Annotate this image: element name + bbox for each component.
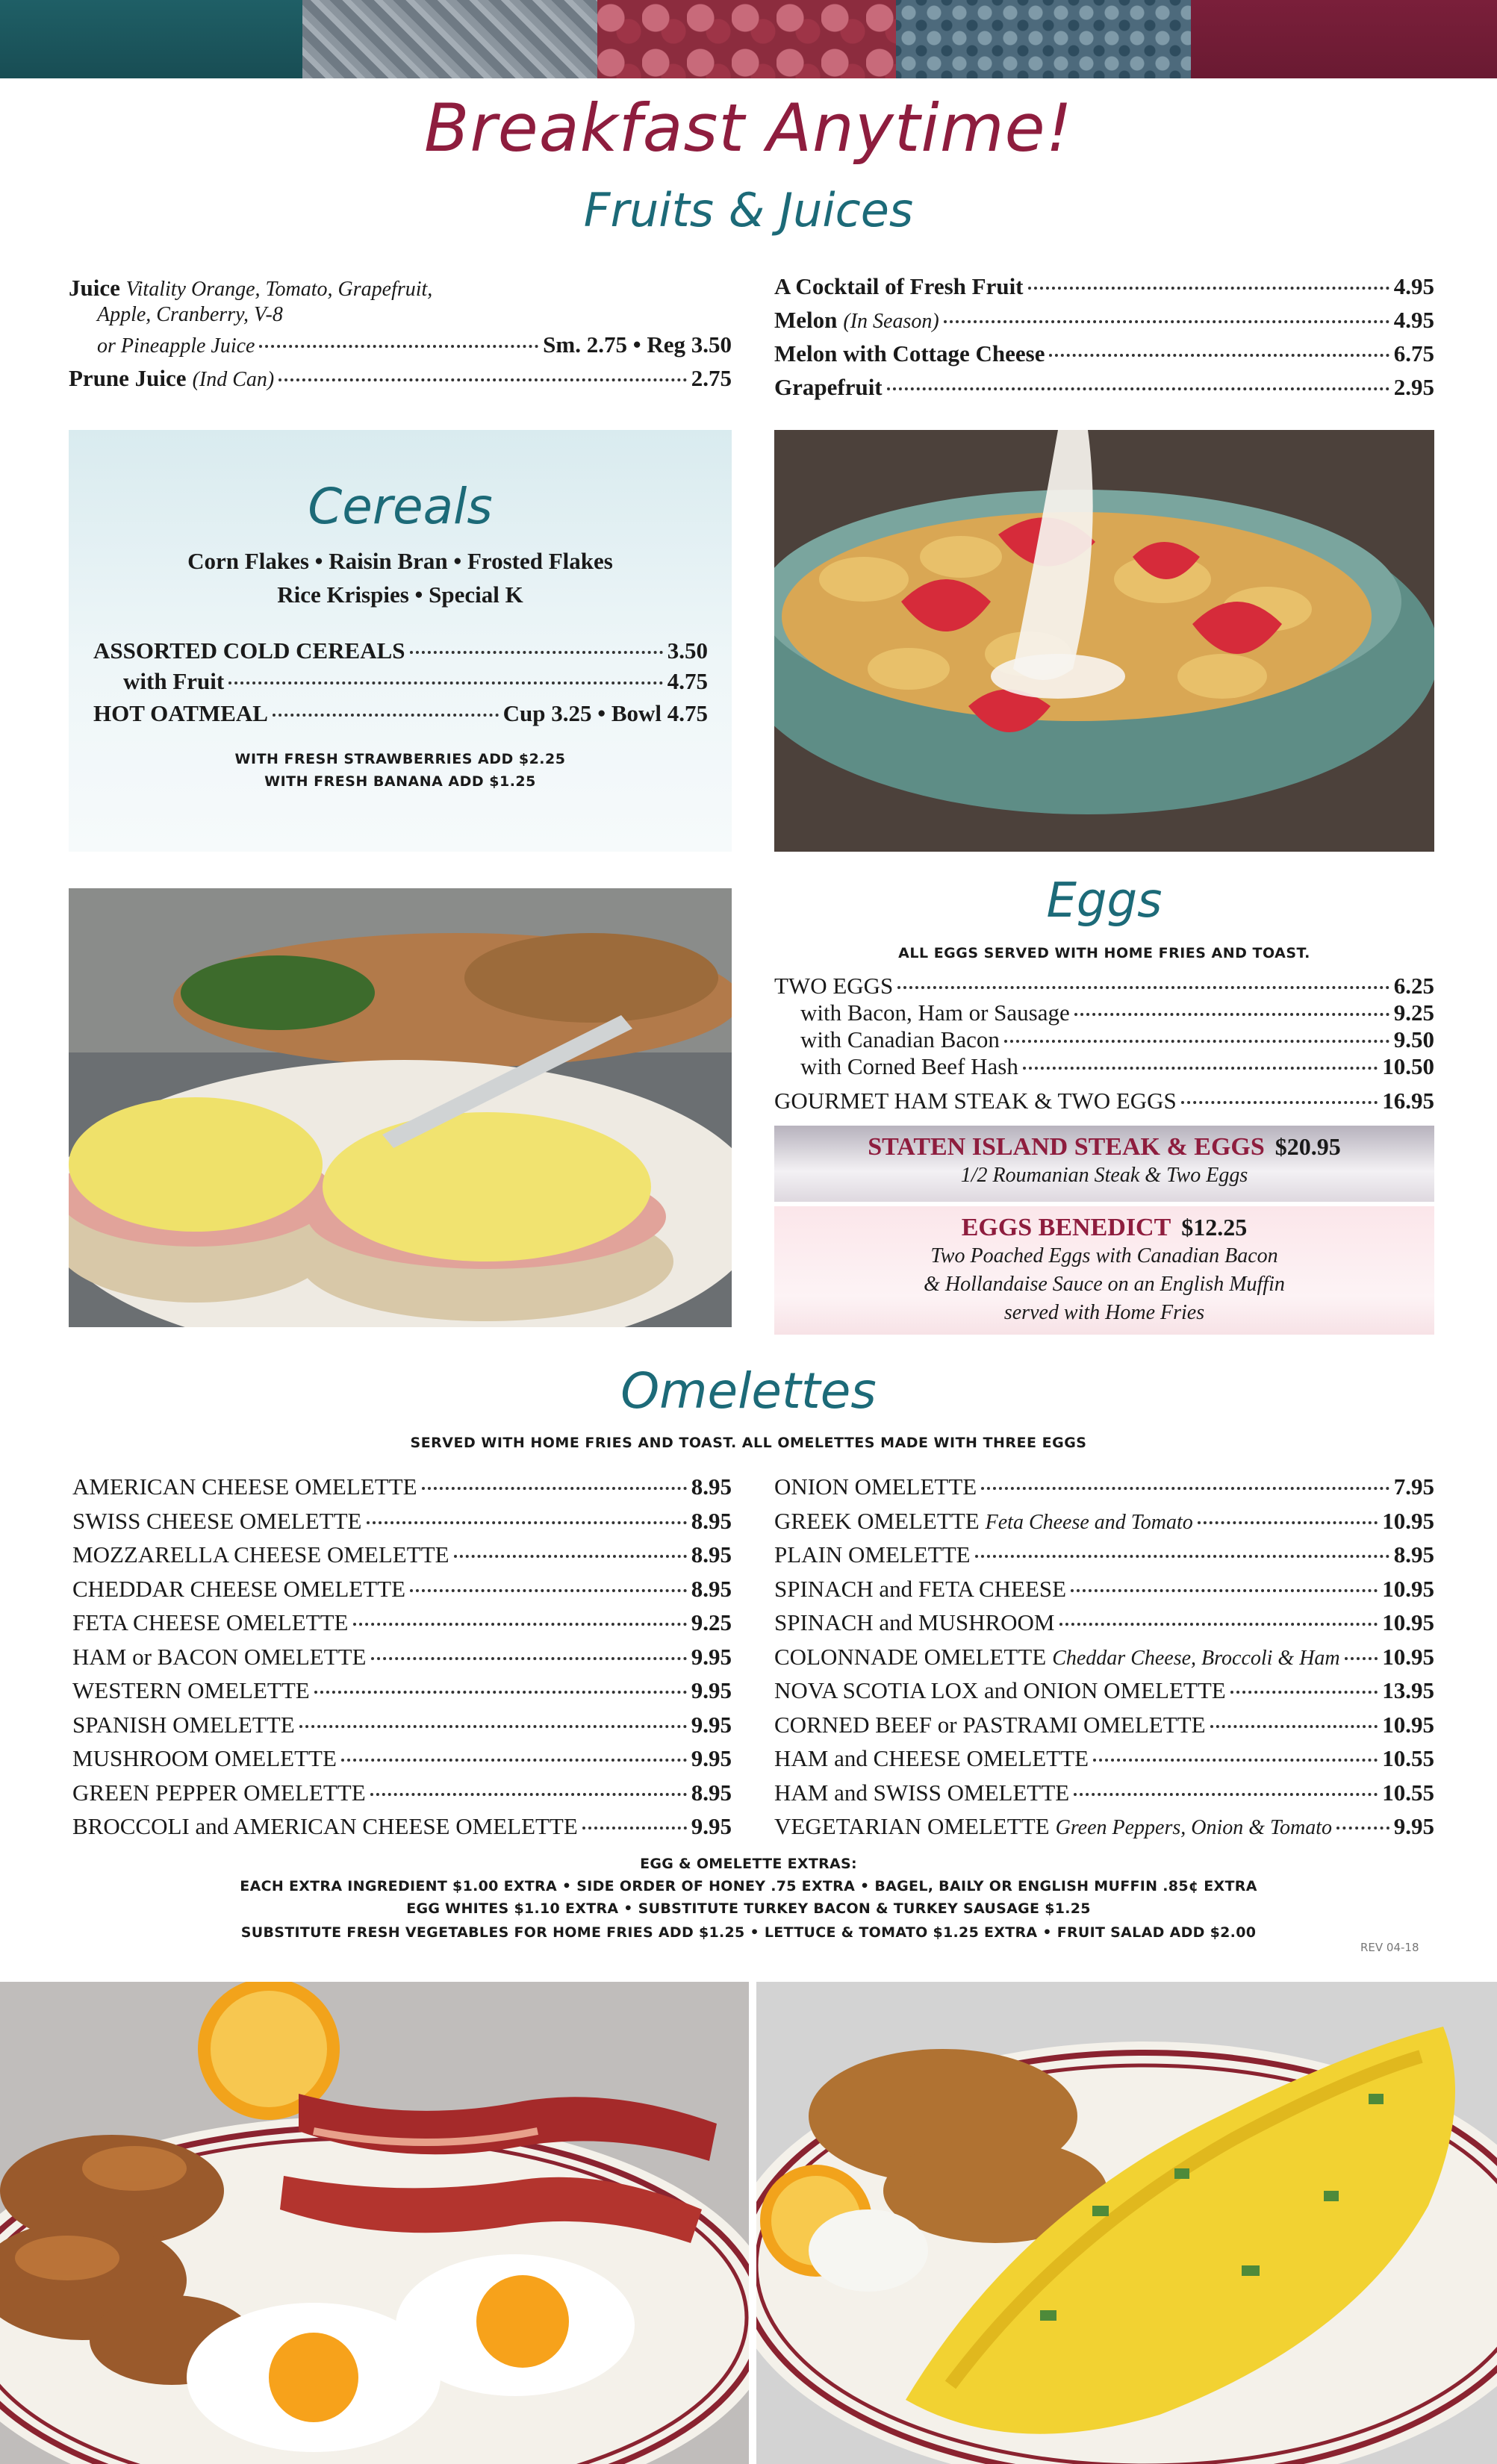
cereal-note-banana: WITH FRESH BANANA ADD $1.25 [264, 773, 536, 790]
egg-item [800, 1028, 1434, 1051]
omelette-item-name: HAM or BACON OMELETTE [72, 1643, 367, 1670]
juice-desc-2: Apple, Cranberry, V-8 [97, 303, 283, 326]
dot-leader [1074, 1013, 1389, 1016]
dot-leader [981, 1487, 1389, 1490]
bacon-eggs-photo [0, 1982, 749, 2464]
juice-desc-1: Vitality Orange, Tomato, Grapefruit, [125, 278, 433, 301]
dot-leader [1093, 1759, 1378, 1762]
omelette-item-desc: Feta Cheese and Tomato [985, 1510, 1193, 1534]
omelette-item-price: 8.95 [1393, 1541, 1434, 1568]
dot-leader [1059, 1623, 1378, 1626]
omelette-item [774, 1611, 1434, 1634]
omelette-item [774, 1747, 1434, 1770]
omelette-item-price: 9.95 [691, 1677, 732, 1703]
fruit-item-name: A Cocktail of Fresh Fruit [774, 273, 1024, 299]
dot-leader [1023, 1067, 1378, 1070]
dot-leader [582, 1827, 687, 1830]
banner-teal-block [0, 0, 302, 78]
extras-line-2: EGG WHITES $1.10 EXTRA • SUBSTITUTE TURKEY BACON & TURKEY SAUSAGE $1.25 [406, 1900, 1091, 1917]
omelette-item-price: 10.95 [1382, 1711, 1434, 1738]
fruit-item-price: 4.95 [1393, 307, 1434, 333]
dot-leader [410, 651, 663, 654]
menu-title: Breakfast Anytime! [424, 90, 1073, 166]
cereals-heading: Cereals [308, 478, 493, 535]
dot-leader [887, 387, 1389, 390]
dot-leader [273, 714, 499, 717]
omelette-item-name: HAM and CHEESE OMELETTE [774, 1745, 1089, 1771]
omelette-item [774, 1475, 1434, 1498]
omelette-item-name: WESTERN OMELETTE [72, 1677, 310, 1703]
juice-desc-3: or Pineapple Juice [97, 334, 255, 358]
omelette-item-name: SWISS CHEESE OMELETTE [72, 1507, 362, 1534]
omelette-item-name: GREEK OMELETTE [774, 1507, 980, 1534]
fruit-item-name: Grapefruit [774, 374, 883, 400]
omelette-item-name: COLONNADE OMELETTE [774, 1643, 1047, 1670]
banner-stone-texture [302, 0, 597, 78]
dot-leader [259, 345, 538, 348]
fruits-heading: Fruits & Juices [583, 183, 914, 237]
dot-leader [897, 986, 1389, 989]
fruit-item [774, 275, 1434, 298]
omelette-item-name: VEGETARIAN OMELETTE [774, 1813, 1050, 1839]
omelette-item-price: 8.95 [691, 1473, 732, 1500]
egg-item [800, 1055, 1434, 1078]
omelette-item [72, 1815, 732, 1838]
special-benedict-desc-3: served with Home Fries [1003, 1300, 1205, 1324]
omelette-item-name: CHEDDAR CHEESE OMELETTE [72, 1575, 406, 1602]
dot-leader [1198, 1521, 1378, 1524]
omelette-item-price: 10.95 [1382, 1507, 1434, 1534]
prune-juice-line [69, 367, 732, 390]
cereal-item-price: 4.75 [667, 668, 708, 694]
omelette-item [72, 1645, 732, 1668]
omelette-item [774, 1679, 1434, 1702]
dot-leader [1230, 1691, 1378, 1694]
dot-leader [422, 1487, 687, 1490]
omelette-item [72, 1713, 732, 1736]
omelette-item-price: 8.95 [691, 1507, 732, 1534]
fruit-item-price: 2.95 [1393, 374, 1434, 400]
omelette-item-name: MUSHROOM OMELETTE [72, 1745, 337, 1771]
special-steak [774, 1133, 1434, 1190]
extras-line-1: EACH EXTRA INGREDIENT $1.00 EXTRA • SIDE ORDER OF HONEY .75 EXTRA • BAGEL, BAILY OR ENGLISH MUFFIN .85¢ EXTRA [240, 1878, 1257, 1894]
cereal-item [93, 702, 708, 725]
dot-leader [299, 1725, 687, 1728]
dot-leader [370, 1793, 687, 1796]
egg-item-price: 9.50 [1393, 1026, 1434, 1052]
fruit-item-name: Melon [774, 307, 838, 333]
dot-leader [454, 1555, 687, 1558]
fruit-item [774, 342, 1434, 365]
dot-leader [353, 1623, 687, 1626]
top-texture-banner [0, 0, 1497, 78]
omelette-item [72, 1509, 732, 1532]
special-steak-name: STATEN ISLAND STEAK & EGGS [868, 1133, 1265, 1161]
omelette-item-price: 10.95 [1382, 1609, 1434, 1635]
cereal-item [123, 670, 708, 693]
eggs-note: ALL EGGS SERVED WITH HOME FRIES AND TOAST. [898, 945, 1310, 961]
dot-leader [410, 1589, 687, 1592]
fruit-item-price: 4.95 [1393, 273, 1434, 299]
omelette-item-name: MOZZARELLA CHEESE OMELETTE [72, 1541, 449, 1568]
omelette-item-price: 10.55 [1382, 1745, 1434, 1771]
extras-heading: EGG & OMELETTE EXTRAS: [640, 1856, 857, 1872]
egg-item [774, 1089, 1434, 1112]
dot-leader [944, 320, 1389, 323]
omelette-item-price: 10.95 [1382, 1575, 1434, 1602]
omelette-item-name: SPINACH and FETA CHEESE [774, 1575, 1067, 1602]
fruit-item-price: 6.75 [1393, 340, 1434, 367]
omelette-item-name: CORNED BEEF or PASTRAMI OMELETTE [774, 1711, 1206, 1738]
omelette-item-price: 9.25 [691, 1609, 732, 1635]
dot-leader [1210, 1725, 1378, 1728]
omelette-item-name: GREEN PEPPER OMELETTE [72, 1779, 366, 1806]
omelette-item [774, 1815, 1434, 1838]
omelette-item-price: 10.55 [1382, 1779, 1434, 1806]
dot-leader [371, 1657, 687, 1660]
egg-item-name: TWO EGGS [774, 973, 894, 999]
omelette-item-price: 7.95 [1393, 1473, 1434, 1500]
omelette-item-price: 10.95 [1382, 1643, 1434, 1670]
banner-rock-texture [896, 0, 1191, 78]
special-benedict-desc-1: Two Poached Eggs with Canadian Bacon [930, 1244, 1278, 1267]
omelette-item-name: SPINACH and MUSHROOM [774, 1609, 1055, 1635]
fruit-item [774, 308, 1434, 332]
omelette-item [72, 1611, 732, 1634]
special-steak-desc: 1/2 Roumanian Steak & Two Eggs [960, 1164, 1248, 1187]
omelette-item-price: 9.95 [691, 1643, 732, 1670]
dot-leader [367, 1521, 687, 1524]
cereal-bowl-photo [774, 430, 1434, 852]
special-benedict-name: EGGS BENEDICT [961, 1214, 1171, 1241]
egg-item-price: 16.95 [1382, 1088, 1434, 1114]
special-benedict-price: $12.25 [1181, 1214, 1248, 1241]
omelette-item [72, 1747, 732, 1770]
cereal-item-price: Cup 3.25 • Bowl 4.75 [502, 700, 708, 726]
omelette-item [774, 1781, 1434, 1804]
fruit-item-desc: (In Season) [843, 310, 939, 333]
omelette-item [774, 1543, 1434, 1566]
omelette-item-price: 9.95 [691, 1745, 732, 1771]
egg-item-name: with Canadian Bacon [800, 1026, 1000, 1052]
omelette-item-price: 13.95 [1382, 1677, 1434, 1703]
eggs-heading: Eggs [1046, 873, 1163, 929]
special-steak-price: $20.95 [1275, 1133, 1341, 1160]
omelette-item-name: NOVA SCOTIA LOX and ONION OMELETTE [774, 1677, 1226, 1703]
juice-price-line [97, 333, 732, 357]
cereal-list-2: Rice Krispies • Special K [277, 581, 523, 608]
omelette-plate-photo [756, 1982, 1497, 2464]
omelette-item-price: 8.95 [691, 1575, 732, 1602]
dot-leader [228, 682, 663, 684]
juice-name: Juice [69, 275, 120, 301]
omelette-item-name: ONION OMELETTE [774, 1473, 977, 1500]
omelette-item-price: 8.95 [691, 1779, 732, 1806]
omelette-item-price: 9.95 [691, 1711, 732, 1738]
dot-leader [1004, 1040, 1389, 1043]
dot-leader [1028, 287, 1389, 290]
eggs-benedict-photo [69, 888, 732, 1327]
omelette-item-desc: Green Peppers, Onion & Tomato [1055, 1816, 1333, 1839]
fruit-item [774, 375, 1434, 399]
omelette-item [72, 1781, 732, 1804]
omelette-item-name: FETA CHEESE OMELETTE [72, 1609, 349, 1635]
omelette-item [72, 1679, 732, 1702]
omelette-item-price: 9.95 [1393, 1813, 1434, 1839]
dot-leader [1181, 1101, 1378, 1104]
omelette-item [72, 1475, 732, 1498]
omelette-item [774, 1577, 1434, 1600]
cereal-item-name: HOT OATMEAL [93, 700, 268, 726]
extras-line-3: SUBSTITUTE FRESH VEGETABLES FOR HOME FRIES ADD $1.25 • LETTUCE & TOMATO $1.25 EXTRA • FRUIT SALAD ADD $2.00 [240, 1924, 1257, 1941]
revision-code: REV 04-18 [1360, 1941, 1419, 1954]
prune-desc: (Ind Can) [192, 368, 275, 391]
cereal-item-price: 3.50 [667, 637, 708, 664]
juice-line [69, 276, 432, 300]
omelette-item [774, 1645, 1434, 1669]
dot-leader [1336, 1827, 1389, 1830]
omelettes-note: SERVED WITH HOME FRIES AND TOAST. ALL OMELETTES MADE WITH THREE EGGS [410, 1435, 1087, 1451]
omelettes-heading: Omelettes [620, 1362, 877, 1420]
omelette-item [72, 1577, 732, 1600]
juice-price: Sm. 2.75 • Reg 3.50 [543, 331, 732, 358]
omelette-item [774, 1713, 1434, 1736]
omelette-item-name: AMERICAN CHEESE OMELETTE [72, 1473, 417, 1500]
banner-wine-block [1191, 0, 1497, 78]
dot-leader [1074, 1793, 1378, 1796]
omelette-item-name: SPANISH OMELETTE [72, 1711, 295, 1738]
egg-item-name: with Bacon, Ham or Sausage [800, 999, 1070, 1026]
omelette-item-name: BROCCOLI and AMERICAN CHEESE OMELETTE [72, 1813, 578, 1839]
dot-leader [1071, 1589, 1378, 1592]
omelette-item [774, 1509, 1434, 1533]
banner-leaf-texture [597, 0, 896, 78]
omelette-item [72, 1543, 732, 1566]
egg-item-name: with Corned Beef Hash [800, 1053, 1018, 1079]
dot-leader [1049, 354, 1389, 357]
omelette-item-price: 8.95 [691, 1541, 732, 1568]
egg-item-price: 6.25 [1393, 973, 1434, 999]
special-benedict [774, 1214, 1434, 1326]
egg-item-price: 9.25 [1393, 999, 1434, 1026]
omelette-item-desc: Cheddar Cheese, Broccoli & Ham [1052, 1646, 1340, 1670]
cereal-note-strawberries: WITH FRESH STRAWBERRIES ADD $2.25 [234, 751, 566, 767]
cereal-list-1: Corn Flakes • Raisin Bran • Frosted Flakes [187, 548, 613, 574]
fruit-item-name: Melon with Cottage Cheese [774, 340, 1045, 367]
cereal-item-name: with Fruit [123, 668, 225, 694]
egg-item [800, 1001, 1434, 1024]
dot-leader [1345, 1657, 1378, 1660]
dot-leader [341, 1759, 687, 1762]
omelette-item-price: 9.95 [691, 1813, 732, 1839]
egg-item [774, 974, 1434, 997]
prune-price: 2.75 [691, 365, 732, 391]
special-benedict-desc-2: & Hollandaise Sauce on an English Muffin [924, 1272, 1285, 1296]
omelette-item-name: HAM and SWISS OMELETTE [774, 1779, 1070, 1806]
omelette-item-name: PLAIN OMELETTE [774, 1541, 971, 1568]
egg-item-name: GOURMET HAM STEAK & TWO EGGS [774, 1088, 1177, 1114]
dot-leader [314, 1691, 687, 1694]
cereal-item-name: ASSORTED COLD CEREALS [93, 637, 405, 664]
cereal-item [93, 639, 708, 662]
egg-item-price: 10.50 [1382, 1053, 1434, 1079]
dot-leader [975, 1555, 1389, 1558]
dot-leader [278, 378, 687, 381]
prune-name: Prune Juice [69, 365, 187, 391]
